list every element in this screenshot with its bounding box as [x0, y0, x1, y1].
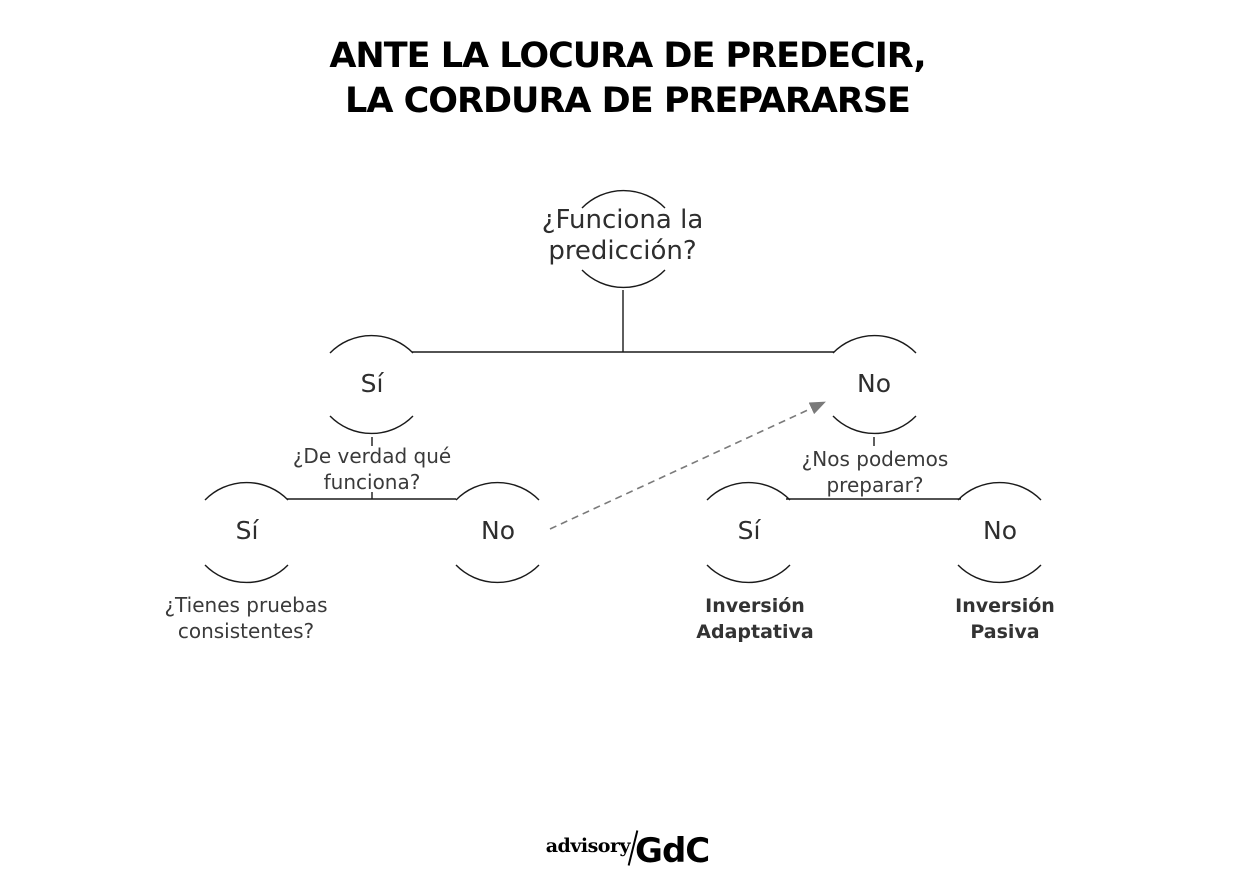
passive-investment-result [905, 593, 1105, 645]
yes-node-arc-bottom [330, 416, 413, 433]
root-question-line-2: predicción? [548, 236, 697, 266]
yes-node-arc-top [330, 336, 413, 353]
level1-no-label: No [857, 369, 891, 398]
yes-branch-question [262, 443, 482, 495]
ny-node-arc-bottom [707, 565, 790, 582]
no-branch-question-line-1: ¿Nos podemos [801, 447, 949, 471]
passive-investment-line-1: Inversión [955, 595, 1055, 617]
title-line-1: ANTE LA LOCURA DE PREDECIR, [329, 36, 926, 76]
no-branch-question [765, 446, 985, 498]
no-branch-no-label: No [983, 516, 1017, 545]
passive-investment-line-2: Pasiva [970, 621, 1040, 643]
evidence-question-line-2: consistentes? [177, 619, 315, 643]
yes-branch-no-label: No [481, 516, 515, 545]
logo-gdc-text: GdC [635, 831, 710, 871]
no-branch-question-line-2: preparar? [826, 473, 924, 497]
root-question-line-1: ¿Funciona la [541, 205, 704, 235]
no-node-arc-bottom [833, 416, 916, 433]
title-line-2: LA CORDURA DE PREPARARSE [345, 81, 910, 121]
no-node-arc-top [833, 336, 916, 353]
brand-logo [0, 826, 1255, 876]
yes-branch-question-line-1: ¿De verdad qué [292, 444, 452, 468]
yes-branch-yes-label: Sí [235, 516, 259, 545]
root-question [520, 205, 725, 267]
yy-node-arc-bottom [205, 565, 288, 582]
level1-yes-label: Sí [360, 369, 384, 398]
no-branch-yes-label: Sí [737, 516, 761, 545]
yn-node-arc-bottom [456, 565, 539, 582]
logo-advisory-text: advisory [545, 835, 631, 857]
adaptive-investment-line-2: Adaptativa [696, 621, 814, 643]
yes-branch-question-line-2: funciona? [323, 470, 421, 494]
adaptive-investment-result [655, 593, 855, 645]
evidence-question [136, 592, 356, 644]
adaptive-investment-line-1: Inversión [705, 595, 805, 617]
nn-node-arc-bottom [958, 565, 1041, 582]
evidence-question-line-1: ¿Tienes pruebas [164, 593, 328, 617]
root-node-arc-bottom [582, 270, 665, 287]
